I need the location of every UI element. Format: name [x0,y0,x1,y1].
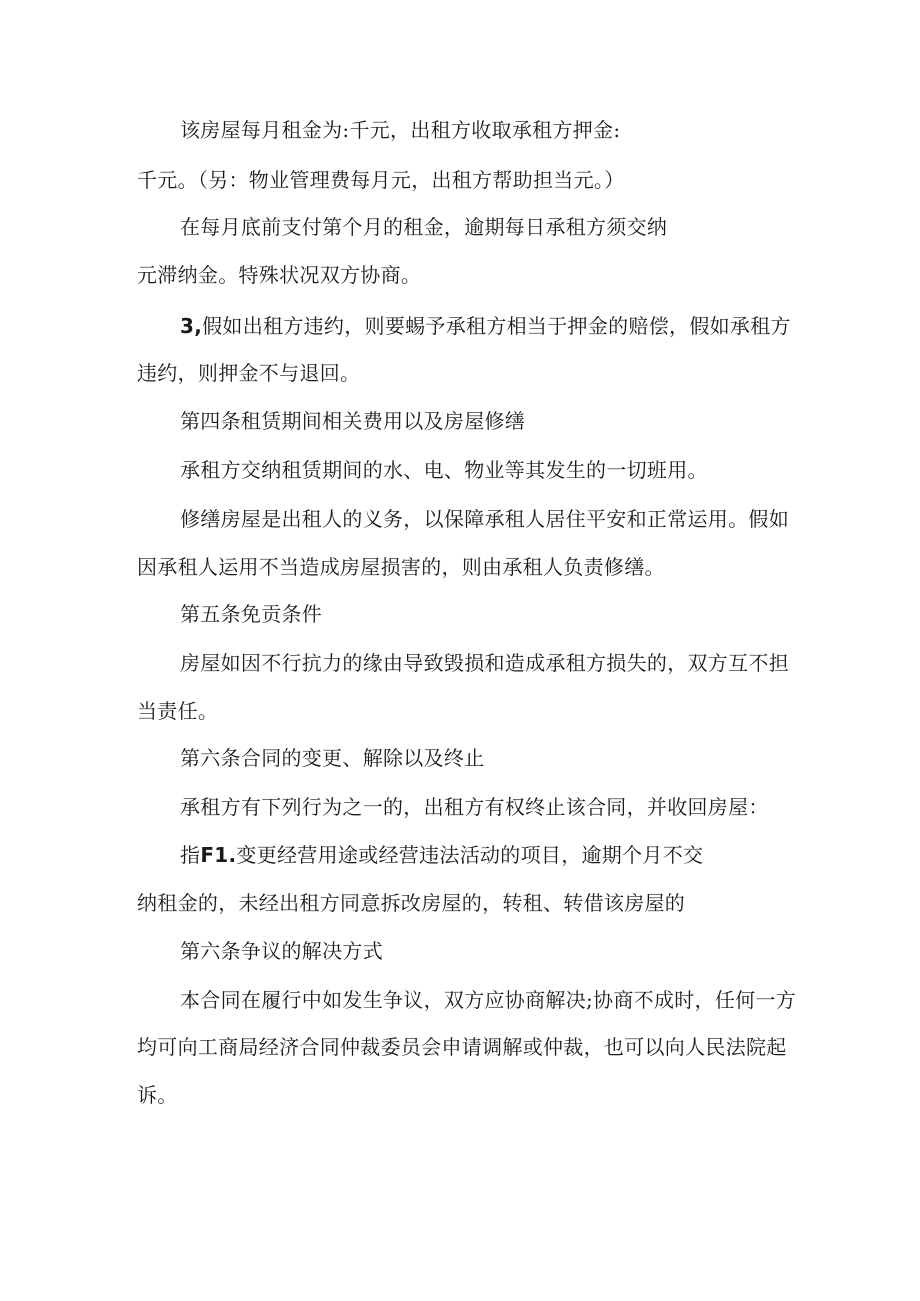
paragraph-repair: 修缮房屋是出租人的义务，以保障承租人居住平安和正常运用。假如 [180,507,789,531]
heading-article-5: 第五条免贡条件 [180,602,323,626]
paragraph-termination-item-text: 变更经营用途或经营违法活动的项目，逾期个月不交 [236,843,704,867]
heading-article-4: 第四条租赁期间相关费用以及房屋修缮 [180,409,526,433]
paragraph-dispute: 本合同在履行中如发生争议，双方应协商解决;协商不成时，任何一方 [180,988,797,1012]
paragraph-force-majeure: 房屋如因不行抗力的缘由导致毁损和造成承租方损失的，双方互不担 [180,651,789,675]
paragraph-utilities: 承租方交纳租赁期间的水、电、物业等其发生的一切班用。 [180,458,708,482]
paragraph-rent-amount: 该房屋每月租金为:千元，出租方收取承租方押金: [180,118,621,142]
paragraph-termination: 承租方有下列行为之一的，出租方有权终止该合同，并收回房屋： [180,795,769,819]
paragraph-dispute-cont: 均可向工商局经济合同仲裁委员会申请调解或仲裁，也可以向人民法院起 [137,1035,787,1059]
paragraph-payment-due: 在每月底前支付第个月的租金，逾期每日承租方须交纳 [180,215,668,239]
heading-dispute: 第六条争议的解决方式 [180,939,383,963]
item-number: F1. [200,843,237,867]
paragraph-termination-item-cont: 纳租金的，未经出租方同意拆改房屋的，转租、转借该房屋的 [137,891,686,915]
item-number: 3, [180,314,203,338]
paragraph-breach-cont: 违约，则押金不与退回。 [137,361,361,385]
paragraph-rent-amount-cont: 千元。（另：物业管理费每月元，出租方帮助担当元。） [137,168,625,192]
paragraph-repair-cont: 因承租人运用不当造成房屋损害的，则由承租人负责修缮。 [137,555,665,579]
paragraph-termination-item [180,841,703,869]
heading-article-6: 第六条合同的变更、解除以及终止 [180,746,485,770]
paragraph-payment-due-cont: 元滞纳金。特殊状况双方协商。 [137,263,422,287]
paragraph-dispute-end: 诉。 [137,1083,178,1107]
item-prefix: 指 [180,843,201,867]
paragraph-force-majeure-cont: 当责任。 [137,699,219,723]
paragraph-breach-text: 假如出租方违约，则要蜴予承租方相当于押金的赔偿，假如承租方 [202,314,791,338]
paragraph-breach [180,312,791,340]
